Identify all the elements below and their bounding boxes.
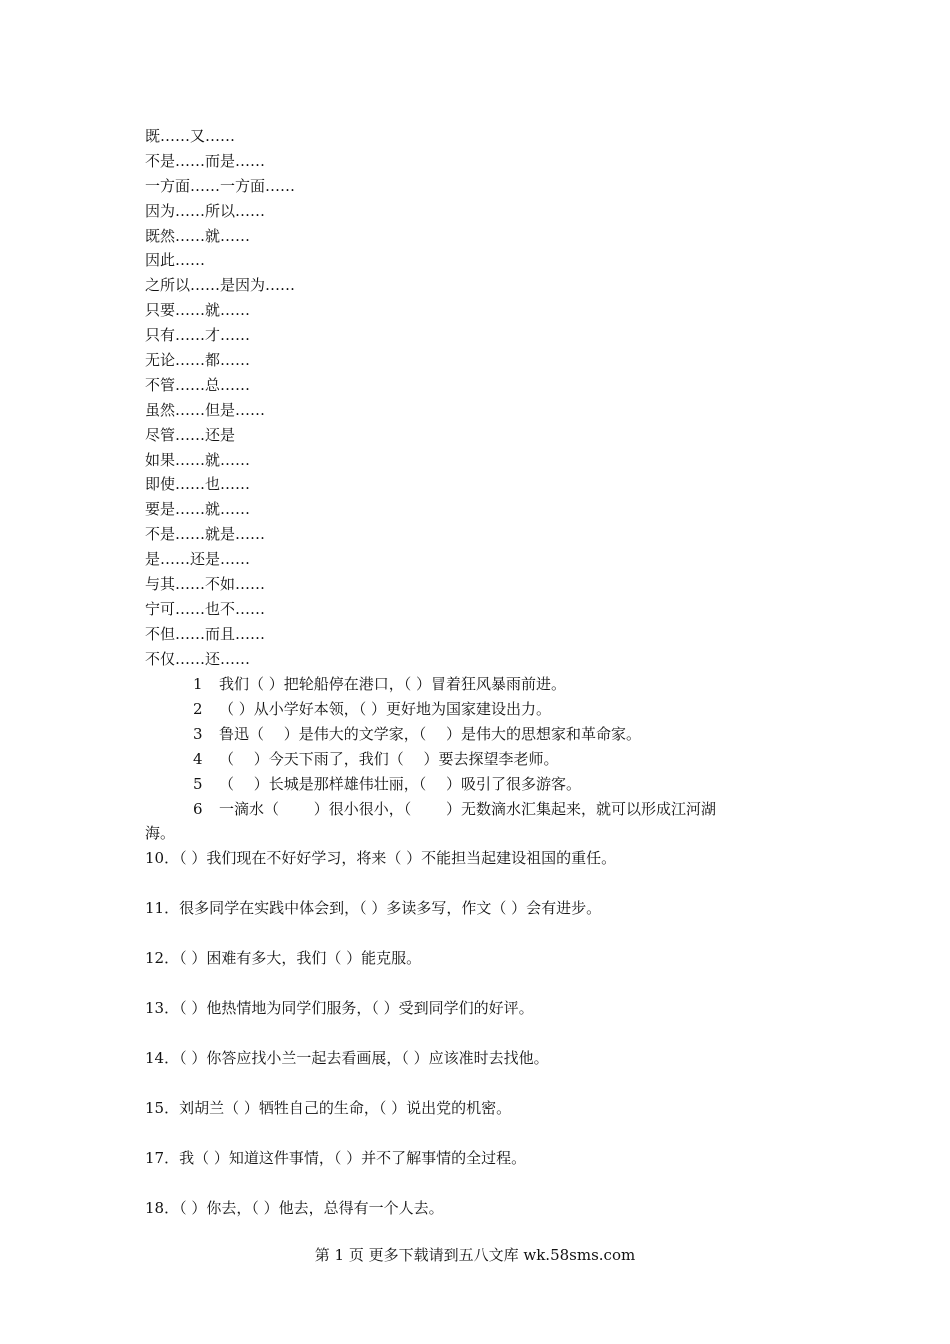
conjunction-item: 只要……就…… [145, 301, 251, 320]
conjunction-item: 不是……就是…… [145, 525, 266, 544]
item-text: 我们（ ）把轮船停在港口，（ ）冒着狂风暴雨前进。 [219, 675, 567, 693]
conjunction-item: 只有……才…… [145, 326, 251, 345]
numbered-exercises [145, 672, 815, 846]
conjunction-item: 要是……就…… [145, 500, 251, 519]
conjunction-item: 是……还是…… [145, 550, 251, 569]
conjunction-item: 虽然……但是…… [145, 400, 266, 419]
exercise-item: 13．（ ）他热情地为同学们服务，（ ）受到同学们的好评。 [145, 999, 534, 1017]
conjunction-item: 既……又…… [145, 127, 236, 145]
conjunction-item: 如果……就…… [145, 450, 251, 469]
page-footer: 第 1 页 更多下载请到五八文库 wk.58sms.com [314, 1246, 636, 1264]
numbered-item [145, 797, 815, 822]
item-number: 2 [193, 699, 203, 718]
conjunction-item: 不管……总…… [145, 375, 251, 394]
numbered-item [145, 772, 815, 797]
conjunction-item: 即使……也…… [145, 475, 251, 494]
item-number: 1 [193, 675, 203, 693]
conjunction-item: 因为……所以…… [145, 201, 266, 220]
conjunction-item: 宁可……也不…… [145, 599, 266, 618]
conjunction-item: 无论……都…… [145, 351, 251, 370]
conjunction-list [145, 124, 545, 672]
item-text: （ ）今天下雨了，我们（ ）要去探望李老师。 [219, 749, 559, 768]
item-text: 一滴水（ ）很小很小，（ ）无数滴水汇集起来，就可以形成江河湖 [219, 799, 717, 818]
item-text: 鲁迅（ ）是伟大的文学家，（ ）是伟大的思想家和革命家。 [219, 724, 642, 743]
numbered-item [145, 697, 815, 722]
exercise-item: 10．（ ）我们现在不好好学习，将来（ ）不能担当起建设祖国的重任。 [145, 849, 617, 867]
conjunction-item: 因此…… [145, 251, 206, 270]
numbered-item [145, 722, 815, 747]
numbered-item [145, 747, 815, 772]
numbered-item-continuation: 海。 [145, 824, 176, 843]
exercise-item: 18．（ ）你去，（ ）他去，总得有一个人去。 [145, 1199, 444, 1217]
numbered-item [145, 672, 815, 697]
exercise-item: 17．我（ ）知道这件事情，（ ）并不了解事情的全过程。 [145, 1149, 527, 1167]
conjunction-item: 不是……而是…… [145, 151, 266, 170]
conjunction-item: 尽管……还是 [145, 425, 236, 444]
conjunction-item: 之所以……是因为…… [145, 276, 296, 295]
item-number: 4 [193, 749, 203, 768]
exercise-item: 11．很多同学在实践中体会到，（ ）多读多写，作文（ ）会有进步。 [145, 899, 602, 917]
item-number: 6 [193, 799, 203, 818]
exercise-item: 15．刘胡兰（ ）牺牲自己的生命，（ ）说出党的机密。 [145, 1099, 512, 1117]
item-text: （ ）从小学好本领，（ ）更好地为国家建设出力。 [219, 699, 552, 718]
item-number: 3 [193, 724, 203, 743]
exercise-item: 14．（ ）你答应找小兰一起去看画展，（ ）应该准时去找他。 [145, 1049, 549, 1067]
conjunction-item: 一方面……一方面…… [145, 176, 296, 195]
item-number: 5 [193, 774, 203, 793]
conjunction-item: 不但……而且…… [145, 624, 266, 643]
item-text: （ ）长城是那样雄伟壮丽，（ ）吸引了很多游客。 [219, 774, 582, 793]
fill-in-exercises [145, 846, 825, 1246]
conjunction-item: 不仅……还…… [145, 649, 251, 668]
exercise-item: 12．（ ）困难有多大，我们（ ）能克服。 [145, 949, 422, 967]
conjunction-item: 与其……不如…… [145, 575, 266, 594]
conjunction-item: 既然……就…… [145, 226, 251, 245]
